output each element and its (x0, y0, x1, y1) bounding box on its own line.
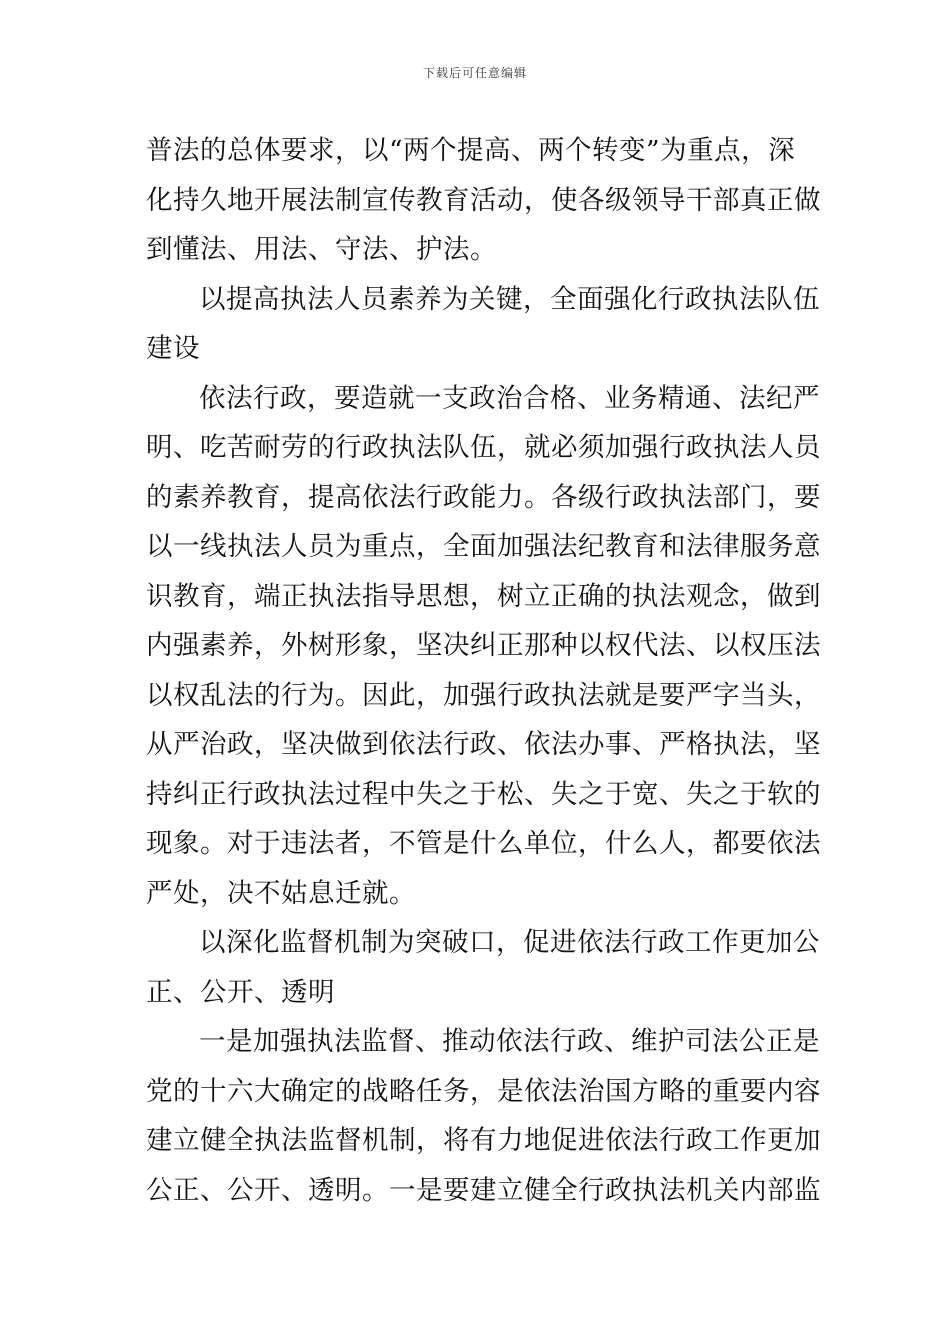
text-line: 建设 (146, 333, 200, 364)
text-line: 严处，决不姑息迁就。 (146, 877, 416, 909)
text-line: 普法的总体要求，以“两个提高、两个转变”为重点，深 (146, 135, 796, 166)
paragraph (146, 374, 821, 919)
text-line: 正、公开、透明 (146, 976, 335, 1008)
text-line: 到懂法、用法、守法、护法。 (146, 234, 497, 265)
text-line: 化持久地开展法制宣传教育活动，使各级领导干部真正做 (146, 184, 821, 216)
text-line: 党的十六大确定的战略任务，是依法治国方略的重要内容 (146, 1075, 821, 1107)
text-line: 以深化监督机制为突破口，促进依法行政工作更加公 (199, 927, 820, 958)
document-body (146, 126, 821, 1215)
text-line: 的素养教育，提高依法行政能力。各级行政执法部门，要 (146, 481, 821, 513)
paragraph (146, 1017, 821, 1215)
text-line: 从严治政，坚决做到依法行政、依法办事、严格执法，坚 (146, 729, 821, 760)
text-line: 公正、公开、透明。一是要建立健全行政执法机关内部监 (146, 1174, 821, 1206)
paragraph (146, 126, 821, 275)
text-line: 明、吃苦耐劳的行政执法队伍，就必须加强行政执法人员 (146, 432, 821, 463)
text-line: 持纠正行政执法过程中失之于松、失之于宽、失之于软的 (146, 778, 821, 810)
text-line: 一是加强执法监督、推动依法行政、维护司法公正是 (199, 1026, 820, 1057)
text-line: 以提高执法人员素养为关键，全面强化行政执法队伍 (199, 283, 820, 315)
text-line: 识教育，端正执法指导思想，树立正确的执法观念，做到 (146, 580, 821, 612)
text-line: 现象。对于违法者，不管是什么单位，什么人，都要依法 (146, 828, 821, 859)
text-line: 依法行政，要造就一支政治合格、业务精通、法纪严 (199, 382, 820, 414)
text-line: 以权乱法的行为。因此，加强行政执法就是要严字当头， (146, 679, 821, 711)
text-line: 以一线执法人员为重点，全面加强法纪教育和法律服务意 (146, 531, 821, 562)
section-heading (146, 275, 820, 374)
section-heading (146, 918, 820, 1017)
text-line: 建立健全执法监督机制，将有力地促进依法行政工作更加 (146, 1125, 821, 1156)
text-line: 内强素养，外树形象，坚决纠正那种以权代法、以权压法 (146, 630, 821, 661)
page-header: 下载后可任意编辑 (422, 66, 527, 80)
